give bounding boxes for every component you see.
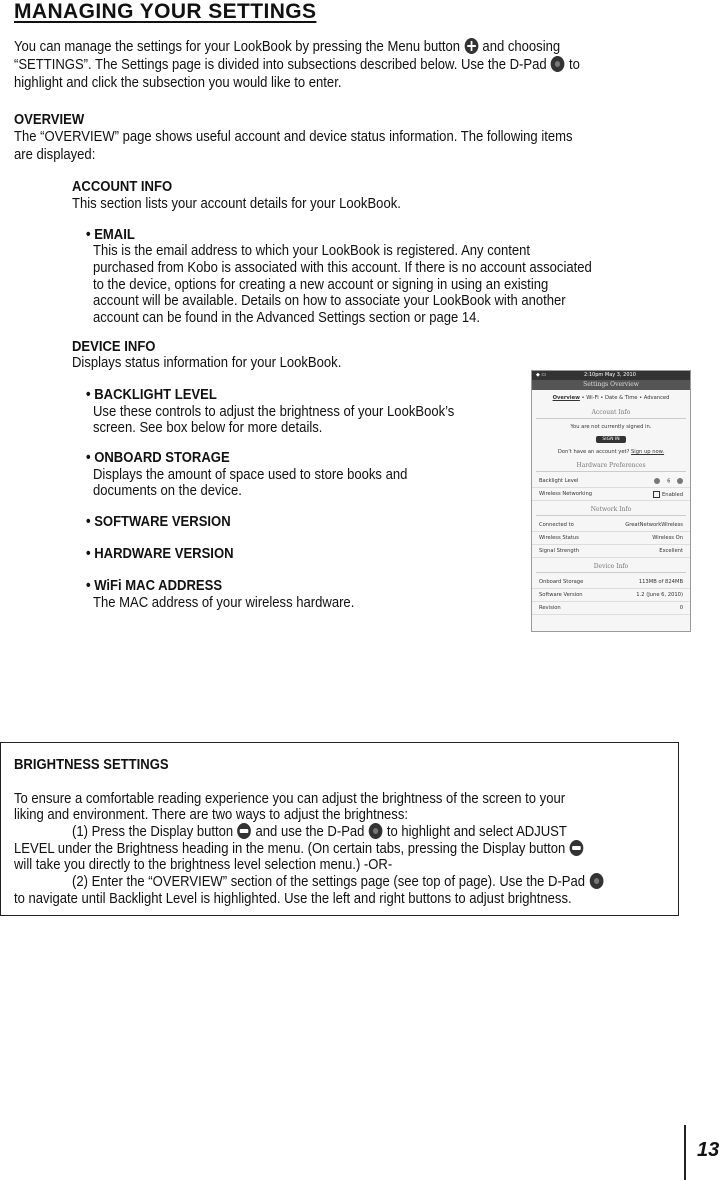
- device-hardware-section: Hardware Preferences: [536, 462, 686, 472]
- backlight-line-2: screen. See box below for more details.: [93, 419, 323, 436]
- wireless-status-row: [532, 532, 690, 545]
- software-version-row: [532, 589, 690, 602]
- brightness-text: (1) Press the Display button: [72, 823, 234, 840]
- device-tabs: Overview • Wi-Fi • Date & Time • Advanced: [552, 395, 670, 401]
- email-line: This is the email address to which your LookBook is registered. Any content: [93, 242, 531, 259]
- sign-up-row: [532, 447, 690, 457]
- brightness-heading: BRIGHTNESS SETTINGS: [14, 756, 169, 773]
- wireless-value: Enabled: [662, 491, 683, 498]
- signal-label: Signal Strength: [539, 548, 580, 554]
- revision-row: [532, 602, 690, 615]
- increase-icon[interactable]: [677, 478, 683, 484]
- tab-date-time[interactable]: Date & Time: [605, 395, 638, 401]
- backlight-value: 6: [667, 478, 671, 485]
- onboard-storage-value: 113MB of 824MB: [638, 579, 683, 585]
- email-line: account will be available. Details on how to associate your LookBook with another: [93, 292, 566, 309]
- intro-text: “SETTINGS”. The Settings page is divided into subsections described below. Use the D-Pad: [14, 56, 547, 73]
- page-number: 13: [697, 1139, 720, 1161]
- software-version-label: Software Version: [539, 592, 583, 598]
- software-version-value: 1.2 (June 6, 2010): [636, 592, 683, 598]
- brightness-line-3: [72, 823, 567, 841]
- brightness-line-5: will take you directly to the brightness level selection menu.) -OR-: [14, 856, 393, 873]
- backlight-row: [532, 475, 690, 488]
- device-device-section: Device Info: [536, 563, 686, 573]
- display-button-icon: [237, 823, 251, 839]
- tab-wifi[interactable]: Wi-Fi: [586, 395, 599, 401]
- intro-line-2: [14, 56, 580, 74]
- backlight-heading: • BACKLIGHT LEVEL: [86, 386, 217, 403]
- sign-up-link[interactable]: Sign up now.: [631, 449, 665, 455]
- page-number-rule: [684, 1125, 686, 1180]
- wifi-icon: ◆ ▭: [536, 372, 547, 378]
- device-title: Settings Overview: [532, 380, 690, 390]
- device-network-section: Network Info: [536, 506, 686, 516]
- storage-line-1: Displays the amount of space used to store books and: [93, 466, 408, 483]
- storage-line-2: documents on the device.: [93, 482, 242, 499]
- intro-line-1: [14, 38, 560, 56]
- display-button-icon: [570, 840, 584, 856]
- intro-text: to: [568, 56, 580, 73]
- account-info-heading: ACCOUNT INFO: [72, 178, 173, 195]
- device-clock: [584, 371, 636, 380]
- device-screenshot: [531, 370, 691, 632]
- email-line: account can be found in the Advanced Settings section or page 14.: [93, 309, 481, 326]
- wifi-heading: • WiFi MAC ADDRESS: [86, 577, 223, 594]
- onboard-storage-row: [532, 576, 690, 589]
- hardware-heading: • HARDWARE VERSION: [86, 545, 234, 562]
- device-info-heading: DEVICE INFO: [72, 338, 156, 355]
- wireless-status-value: Wireless On: [652, 535, 683, 541]
- software-heading: • SOFTWARE VERSION: [86, 513, 231, 530]
- email-line: to the device, options for creating a new account or signing in using an existing: [93, 276, 549, 293]
- email-heading: • EMAIL: [86, 226, 135, 243]
- connected-label: Connected to: [539, 522, 574, 528]
- brightness-text: (2) Enter the “OVERVIEW” section of the settings page (see top of page). Use the D-Pad: [72, 873, 586, 890]
- tab-advanced[interactable]: Advanced: [643, 395, 670, 401]
- intro-line-3: highlight and click the subsection you would like to enter.: [14, 74, 342, 91]
- storage-heading: • ONBOARD STORAGE: [86, 449, 230, 466]
- page-title: MANAGING YOUR SETTINGS: [14, 0, 317, 23]
- onboard-storage-label: Onboard Storage: [539, 579, 584, 585]
- connected-value: GreatNetworkWireless: [625, 522, 683, 528]
- brightness-text: to highlight and select ADJUST: [386, 823, 567, 840]
- backlight-line-1: Use these controls to adjust the brightness of your LookBook’s: [93, 403, 455, 420]
- revision-value: 0: [679, 605, 683, 611]
- wifi-desc: The MAC address of your wireless hardware.: [93, 594, 355, 611]
- brightness-line-6: [72, 873, 607, 891]
- device-time: 2:10pm: [584, 372, 604, 378]
- checkbox-icon[interactable]: [653, 491, 660, 498]
- backlight-label: Backlight Level: [539, 478, 579, 484]
- brightness-line-1: To ensure a comfortable reading experience you can adjust the brightness of the screen to your: [14, 790, 566, 807]
- intro-text: and choosing: [482, 38, 561, 55]
- connected-row: [532, 519, 690, 532]
- signal-value: Excellent: [659, 548, 683, 554]
- brightness-line-7: to navigate until Backlight Level is highlighted. Use the left and right buttons to adjust brightness.: [14, 890, 572, 907]
- brightness-line-4: [14, 840, 588, 858]
- device-account-section: Account Info: [536, 409, 686, 419]
- wireless-label: Wireless Networking: [539, 491, 593, 497]
- brightness-text: LEVEL under the Brightness heading in the menu. (On certain tabs, pressing the Display button: [14, 840, 566, 857]
- decrease-icon[interactable]: [654, 478, 660, 484]
- overview-line-1: The “OVERVIEW” page shows useful account and device status information. The following items: [14, 128, 573, 145]
- email-line: purchased from Kobo is associated with this account. If there is no account associated: [93, 259, 592, 276]
- wireless-status-label: Wireless Status: [539, 535, 579, 541]
- device-date: May 3, 2010: [604, 372, 636, 378]
- overview-line-2: are displayed:: [14, 146, 96, 163]
- dpad-icon: [369, 823, 383, 839]
- dpad-icon: [589, 873, 603, 889]
- overview-heading: OVERVIEW: [14, 111, 85, 128]
- device-status-bar: [532, 371, 690, 380]
- not-signed-in-text: You are not currently signed in.: [570, 424, 652, 430]
- no-account-text: Don't have an account yet?: [557, 449, 630, 455]
- tab-overview[interactable]: Overview: [552, 395, 580, 401]
- sign-in-button[interactable]: SIGN IN: [596, 436, 625, 443]
- wireless-row: [532, 488, 690, 501]
- menu-button-icon: [464, 38, 478, 54]
- brightness-text: and use the D-Pad: [255, 823, 365, 840]
- intro-text: You can manage the settings for your LookBook by pressing the Menu button: [14, 38, 461, 55]
- device-info-desc: Displays status information for your LookBook.: [72, 354, 342, 371]
- signal-row: [532, 545, 690, 558]
- account-info-desc: This section lists your account details for your LookBook.: [72, 195, 401, 212]
- revision-label: Revision: [539, 605, 561, 611]
- brightness-line-2: liking and environment. There are two ways to adjust the brightness:: [14, 806, 408, 823]
- dpad-icon: [551, 56, 565, 72]
